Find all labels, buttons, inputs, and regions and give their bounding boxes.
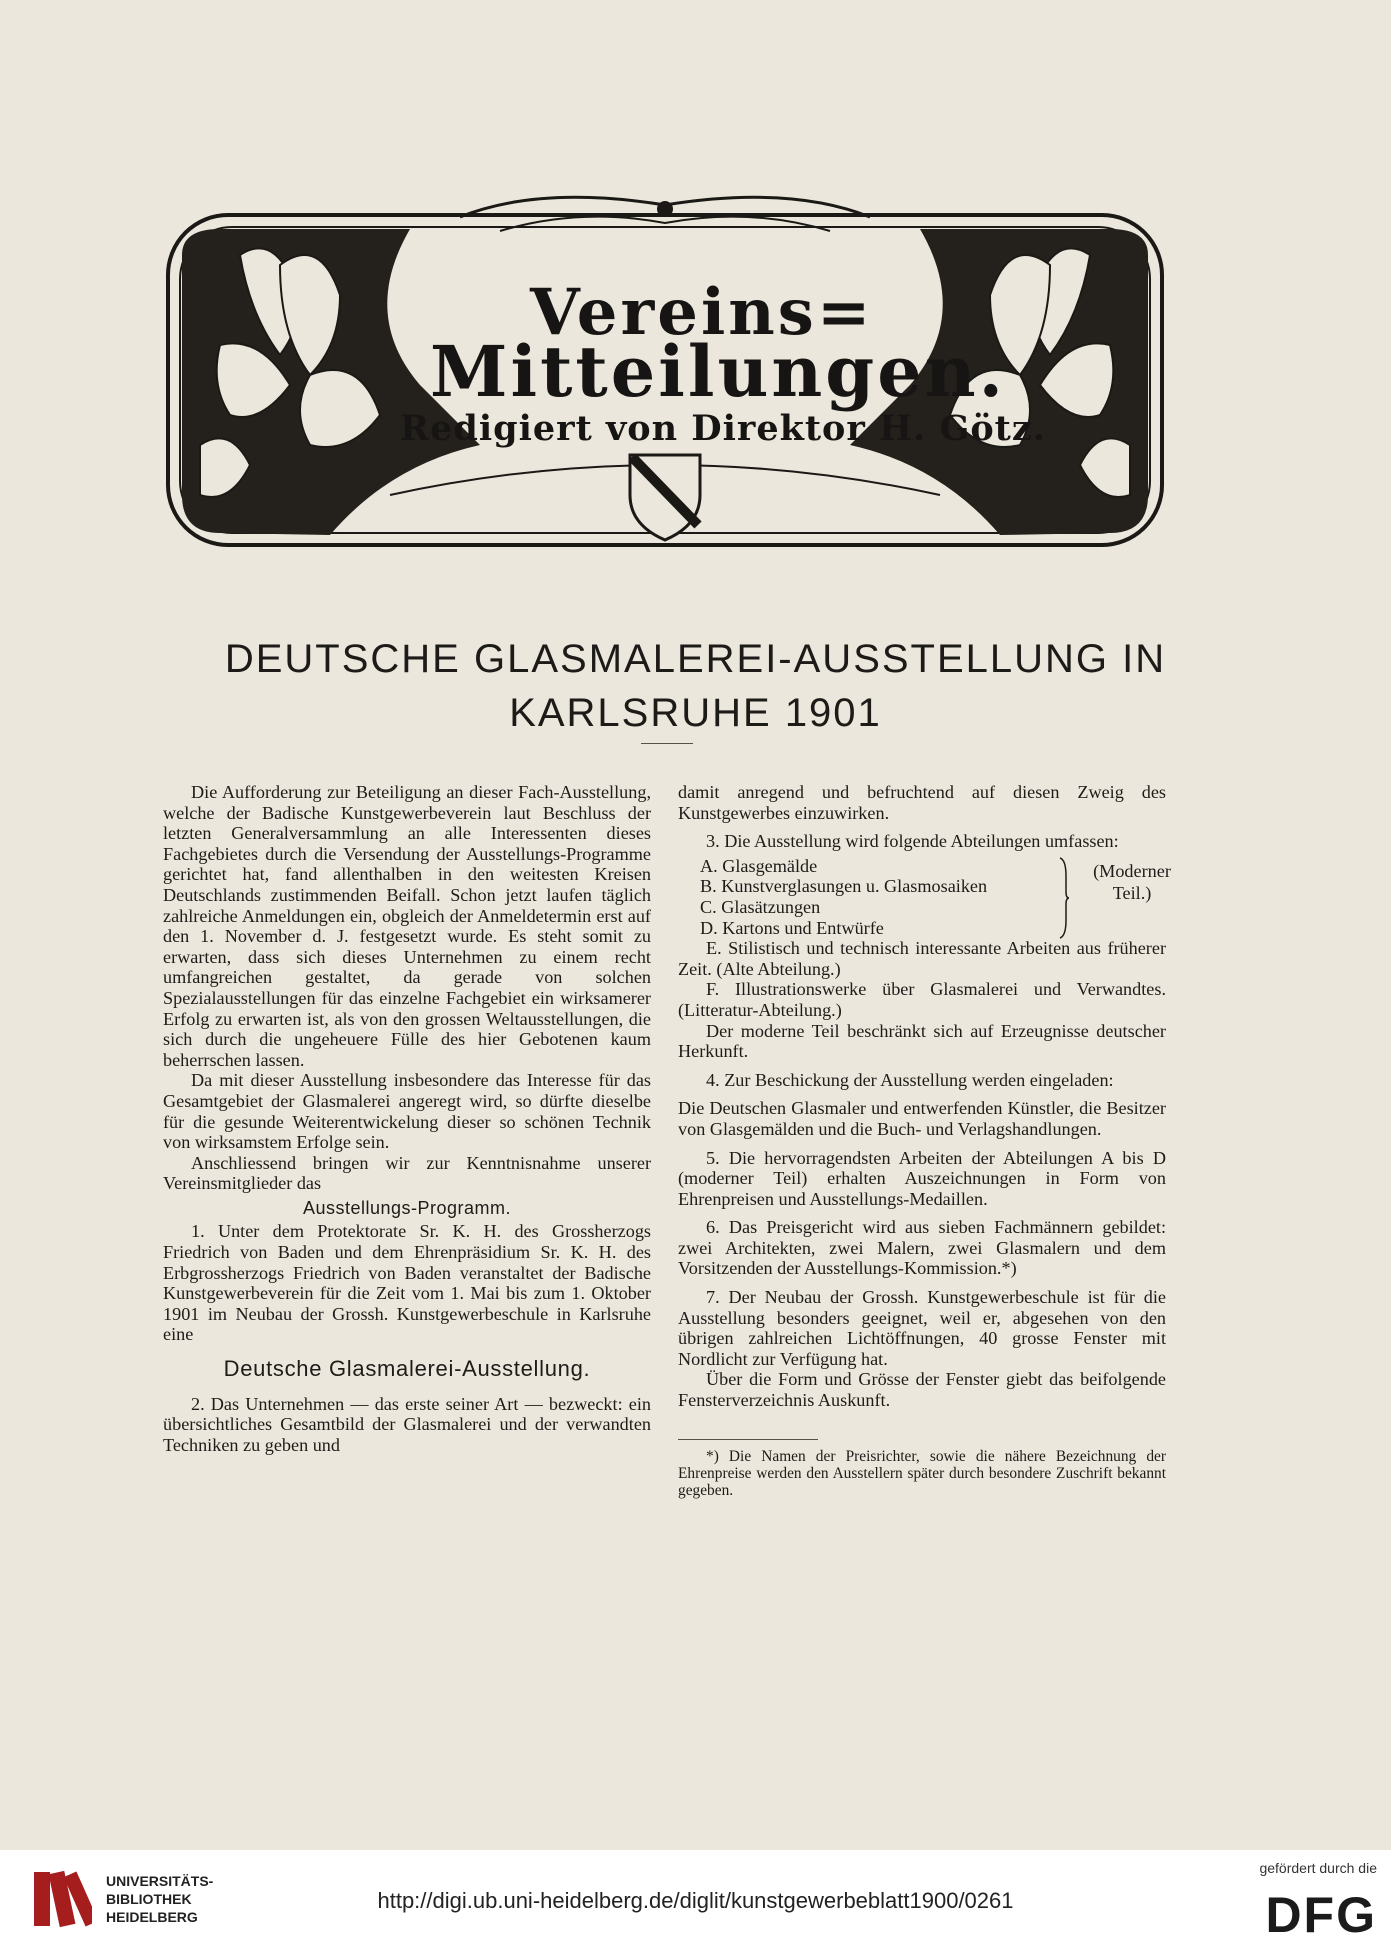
- header-editor-line: Redigiert von Direktor H. Götz.: [400, 408, 1046, 449]
- list-item: A. Glasgemälde: [700, 855, 818, 876]
- list-item: C. Glasätzungen: [700, 896, 821, 917]
- modern-part-note-line2: Teil.): [1112, 882, 1152, 903]
- brace-icon: [1058, 856, 1070, 940]
- permalink-url[interactable]: http://digi.ub.uni-heidelberg.de/diglit/kunstgewerbeblatt1900/0261: [377, 1888, 1014, 1913]
- left-paragraph-1: Die Aufforderung zur Beteiligung an dieser Fach-Ausstellung, welche der Badische Kunstgewerbeverein laut Beschluss der letzten Generalversammlung an alle Interessenten dieses Fachgebietes durch die Versendung der Ausstellungs-Programme gerichtet hat, fand allenthalben in den weitesten Kreisen Deutschlands zustimmenden Beifall. Schon jetzt laufen täglich zahlreiche Anmeldungen ein, obgleich der Anmeldetermin erst auf den 1. November d. J. festgesetzt wurde. Es steht somit zu erwarten, dass sich dieses Unternehmen zu einem recht umfangreichen gestaltet, da gerade von solchen Spezialausstellungen für das einzelne Fachgebiet ein wirksamerer Erfolg zu erwarten ist, als von den grossen Weltausstellungen, die sich durch die ungeheuere Fülle des hier Gebotenen kaum beherrschen lassen.: [163, 782, 651, 1070]
- left-paragraph-4: 1. Unter dem Protektorate Sr. K. H. des Grossherzogs Friedrich von Baden und dem Ehrenpräsidium Sr. K. H. des Erbgrossherzogs Friedrich von Baden veranstaltet der Badische Kunstgewerbeverein für die Zeit vom 1. Mai bis zum 1. Oktober 1901 im Neubau der Grossh. Kunstgewerbeschule in Karlsruhe eine: [163, 1221, 651, 1345]
- footnote: *) Die Namen der Preisrichter, sowie die nähere Bezeichnung der Ehrenpreise werden den Ausstellern später durch besondere Zuschrift bekannt gegeben.: [678, 1447, 1166, 1499]
- modern-part-note-line1: (Moderner: [1093, 860, 1171, 881]
- left-paragraph-2: Da mit dieser Ausstellung insbesondere das Interesse für das Gesamtgebiet der Glasmalerei angeregt wird, so dürfte dieselbe für die gesunde Weiterentwickelung dieser so schönen Technik von wirksamstem Erfolge sein.: [163, 1070, 651, 1153]
- left-column: [163, 782, 651, 1455]
- header-title-line1: Vereins=: [530, 275, 874, 350]
- library-name-line3: HEIDELBERG: [106, 1909, 198, 1925]
- right-paragraph-4b: Die Deutschen Glasmaler und entwerfenden Künstler, die Besitzer von Glasgemälden und die Buch- und Verlagshandlungen.: [678, 1098, 1166, 1139]
- list-item: B. Kunstverglasungen u. Glasmosaiken: [700, 876, 988, 897]
- article-title-line2: KARLSRUHE 1901: [509, 691, 882, 735]
- header-title-line2: Mitteilungen.: [430, 330, 1006, 413]
- article-title-line1: DEUTSCHE GLASMALEREI-AUSSTELLUNG IN: [224, 637, 1167, 681]
- program-heading: Ausstellungs-Programm.: [302, 1197, 512, 1218]
- right-paragraph-7: 7. Der Neubau der Grossh. Kunstgewerbeschule ist für die Ausstellung besonders geeignet, weil er, abgesehen von den übrigen zahlreichen Lichtöffnungen, 40 grosse Fenster mit Nordlicht zur Verfügung hat.: [678, 1287, 1166, 1369]
- title-divider: [641, 743, 693, 744]
- right-paragraph-1: damit anregend und befruchtend auf diesen Zweig des Kunstgewerbes einzuwirken.: [678, 782, 1166, 823]
- left-paragraph-5: 2. Das Unternehmen — das erste seiner Art — bezweckt: ein übersichtliches Gesamtbild der Glasmalerei und der verwandten Techniken zu geben und: [163, 1393, 651, 1455]
- right-paragraph-2: 3. Die Ausstellung wird folgende Abteilungen umfassen:: [706, 831, 1119, 852]
- library-name-line1: UNIVERSITÄTS-: [106, 1873, 214, 1889]
- department-list: [700, 855, 1171, 938]
- funding-label: gefördert durch die: [1259, 1860, 1377, 1876]
- exhibition-heading: Deutsche Glasmalerei-Ausstellung.: [223, 1356, 591, 1382]
- right-paragraph-6: 6. Das Preisgericht wird aus sieben Fachmännern gebildet: zwei Architekten, zwei Malern, zwei Glasmalern und dem Vorsitzenden der Ausstellungs-Kommission.*): [678, 1217, 1166, 1279]
- right-paragraph-e: E. Stilistisch und technisch interessante Arbeiten aus früherer Zeit. (Alte Abteilung.): [678, 938, 1166, 979]
- dfg-logo: DFG: [1265, 1887, 1377, 1943]
- modern-part-note: [1072, 860, 1192, 904]
- right-paragraph-4: 4. Zur Beschickung der Ausstellung werden eingeladen:: [706, 1069, 1114, 1090]
- article-title: [0, 632, 1391, 740]
- right-paragraph-f: F. Illustrationswerke über Glasmalerei und Verwandtes. (Litteratur-Abteilung.): [678, 979, 1166, 1020]
- left-paragraph-3: Anschliessend bringen wir zur Kenntnisnahme unserer Vereinsmitglieder das: [163, 1152, 651, 1194]
- list-item: D. Kartons und Entwürfe: [700, 917, 884, 938]
- right-paragraph-8: Über die Form und Grösse der Fenster giebt das beifolgende Fensterverzeichnis Auskunft.: [678, 1369, 1166, 1411]
- library-name-line2: BIBLIOTHEK: [106, 1891, 192, 1907]
- right-paragraph-3: Der moderne Teil beschränkt sich auf Erzeugnisse deutscher Herkunft.: [678, 1020, 1166, 1062]
- footnote-divider: [678, 1439, 818, 1440]
- right-paragraph-5: 5. Die hervorragendsten Arbeiten der Abteilungen A bis D (moderner Teil) erhalten Auszeichnungen in Form von Ehrenpreisen und Ausstellungs-Medaillen.: [678, 1147, 1166, 1209]
- right-column: [678, 782, 1171, 1499]
- digitization-footer: [0, 1850, 1391, 1952]
